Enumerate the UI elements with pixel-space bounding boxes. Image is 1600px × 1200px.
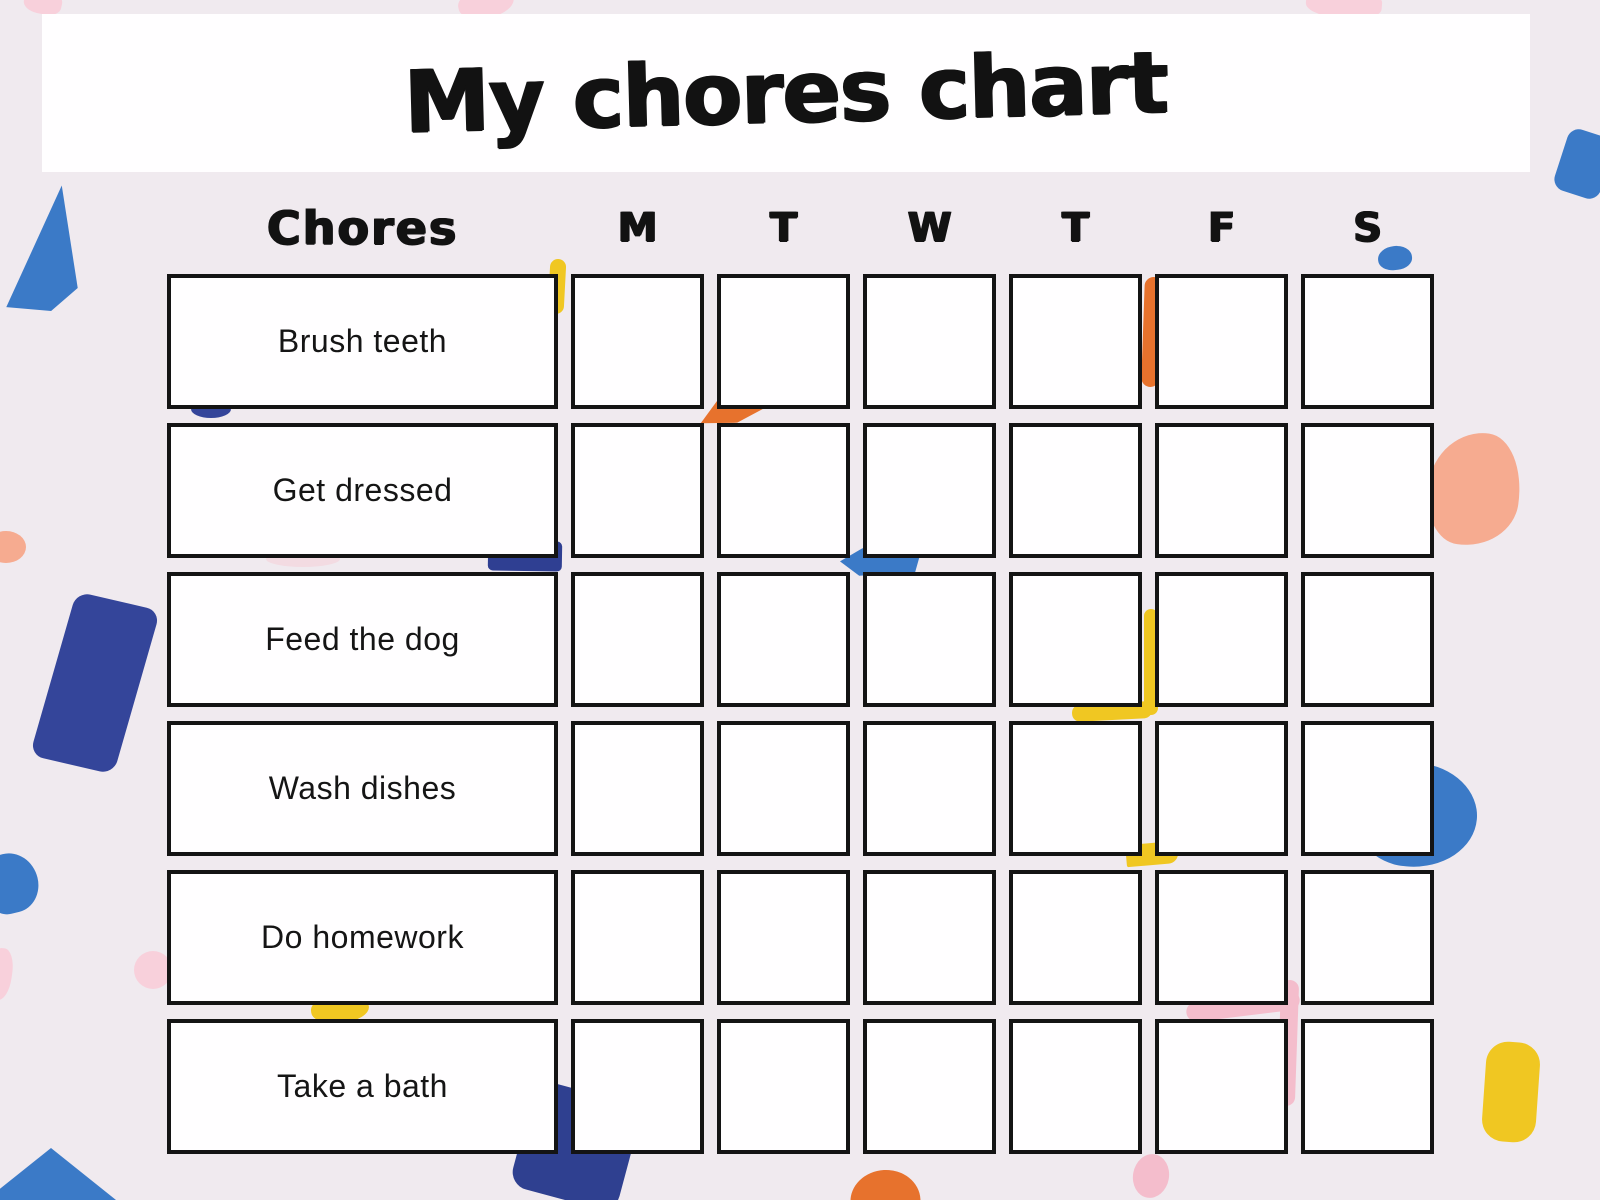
confetti-blue-blob (0, 847, 44, 918)
day-cell[interactable] (1009, 423, 1142, 558)
confetti-salmon-blob (0, 531, 26, 563)
day-cell[interactable] (1155, 721, 1288, 856)
chore-label: Get dressed (272, 472, 453, 508)
day-cell[interactable] (717, 721, 850, 856)
confetti-blue-triangle (0, 1148, 126, 1200)
confetti-blue-triangle (4, 183, 80, 311)
day-cell[interactable] (1301, 870, 1434, 1005)
column-header-thursday: T (1061, 205, 1090, 251)
column-header-saturday: S (1353, 205, 1382, 251)
day-cell[interactable] (863, 721, 996, 856)
day-cell[interactable] (717, 572, 850, 707)
day-cell[interactable] (1155, 1019, 1288, 1154)
chore-label-cell (167, 721, 558, 856)
day-cell[interactable] (571, 423, 704, 558)
confetti-orange-blob (849, 1168, 921, 1200)
day-cell[interactable] (863, 870, 996, 1005)
confetti-blue-rect (1551, 126, 1600, 202)
day-cell[interactable] (571, 721, 704, 856)
chore-label-cell (167, 274, 558, 409)
day-cell[interactable] (571, 1019, 704, 1154)
column-header-chores: Chores (266, 201, 459, 255)
day-cell[interactable] (1301, 423, 1434, 558)
confetti-navy-bar (30, 592, 161, 775)
day-cell[interactable] (717, 870, 850, 1005)
column-header-friday: F (1207, 205, 1236, 251)
day-cell[interactable] (717, 274, 850, 409)
column-header-monday: M (617, 205, 658, 251)
confetti-pink-dot (1129, 1151, 1172, 1200)
day-cell[interactable] (717, 1019, 850, 1154)
chore-label: Wash dishes (268, 770, 457, 806)
day-cell[interactable] (863, 1019, 996, 1154)
day-cell[interactable] (1155, 423, 1288, 558)
column-header-tuesday: T (769, 205, 798, 251)
chore-label-cell (167, 870, 558, 1005)
chore-label: Feed the dog (265, 621, 460, 657)
confetti-pink-blob (0, 947, 16, 1002)
day-cell[interactable] (571, 870, 704, 1005)
chore-label: Brush teeth (277, 323, 448, 359)
chore-label-cell (167, 1019, 558, 1154)
chore-label-cell (167, 423, 558, 558)
day-cell[interactable] (863, 423, 996, 558)
day-cell[interactable] (1301, 721, 1434, 856)
day-cell[interactable] (717, 423, 850, 558)
day-cell[interactable] (571, 572, 704, 707)
day-cell[interactable] (1301, 274, 1434, 409)
page-title: My chores chart (403, 33, 1169, 153)
day-cell[interactable] (1009, 1019, 1142, 1154)
day-cell[interactable] (1301, 1019, 1434, 1154)
chore-label: Do homework (261, 919, 464, 955)
day-cell[interactable] (863, 274, 996, 409)
day-cell[interactable] (1009, 721, 1142, 856)
chore-label: Take a bath (277, 1068, 448, 1104)
confetti-salmon-blob (1421, 426, 1528, 552)
day-cell[interactable] (1009, 274, 1142, 409)
confetti-yellow-pill (1481, 1040, 1542, 1144)
day-cell[interactable] (1155, 572, 1288, 707)
chores-chart-grid (167, 196, 1434, 1154)
day-cell[interactable] (571, 274, 704, 409)
day-cell[interactable] (1009, 870, 1142, 1005)
day-cell[interactable] (1009, 572, 1142, 707)
day-cell[interactable] (1301, 572, 1434, 707)
column-header-wednesday: W (907, 205, 952, 251)
day-cell[interactable] (1155, 870, 1288, 1005)
chore-label-cell (167, 572, 558, 707)
day-cell[interactable] (863, 572, 996, 707)
day-cell[interactable] (1155, 274, 1288, 409)
title-banner (42, 14, 1530, 172)
